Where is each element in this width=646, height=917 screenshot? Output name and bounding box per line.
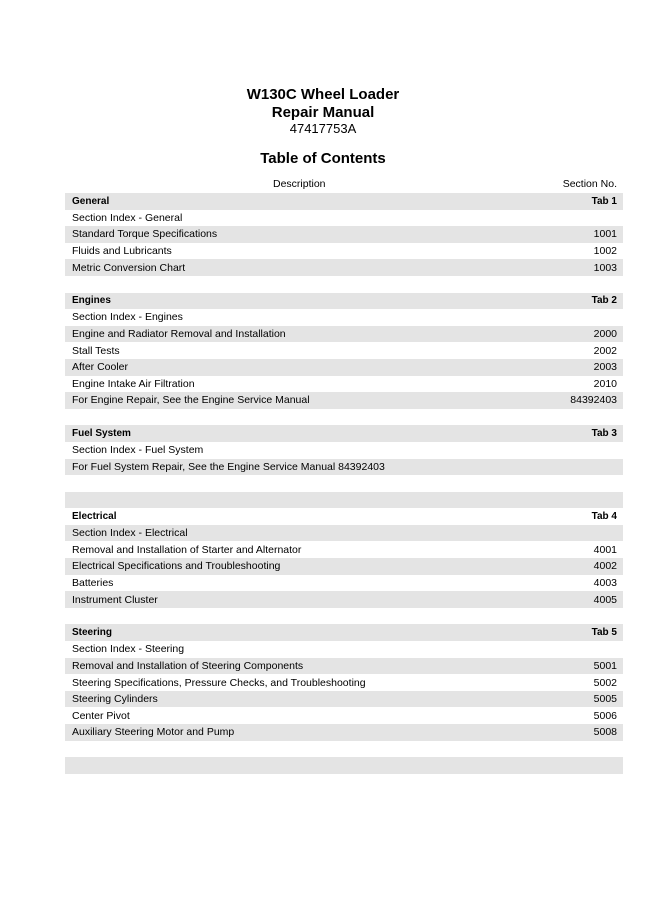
toc-description: Section Index - General <box>72 211 183 224</box>
toc-description: Electrical Specifications and Troubleshooting <box>72 560 281 573</box>
toc-title: Table of Contents <box>260 150 386 167</box>
toc-row <box>65 309 623 326</box>
toc-row <box>65 674 623 691</box>
toc-description: Fuel System <box>72 428 131 440</box>
toc-section-number: Tab 4 <box>591 511 617 523</box>
toc-description: Section Index - Electrical <box>72 527 188 540</box>
toc-row <box>65 210 623 227</box>
toc-description: Instrument Cluster <box>72 593 158 606</box>
toc-table <box>65 193 623 774</box>
toc-description: Removal and Installation of Steering Components <box>72 659 304 672</box>
toc-description: Engines <box>72 295 111 307</box>
toc-column-headers <box>65 178 623 192</box>
toc-section-number: Tab 5 <box>591 627 617 639</box>
toc-row <box>65 459 623 476</box>
toc-description: Center Pivot <box>72 709 130 722</box>
toc-row <box>65 707 623 724</box>
toc-description: Section Index - Fuel System <box>72 444 204 457</box>
toc-spacer-row <box>65 608 623 625</box>
toc-section-number: 2002 <box>593 344 617 357</box>
toc-section-number: 4002 <box>593 560 617 573</box>
toc-section-number: 2003 <box>593 361 617 374</box>
document-subtitle: Repair Manual <box>271 104 375 121</box>
toc-section-number: 4005 <box>593 593 617 606</box>
toc-description: Removal and Installation of Starter and Alternator <box>72 543 302 556</box>
toc-row <box>65 641 623 658</box>
toc-description: Fluids and Lubricants <box>72 245 172 258</box>
toc-row <box>65 226 623 243</box>
toc-spacer-row <box>65 276 623 293</box>
toc-row <box>65 259 623 276</box>
toc-description: After Cooler <box>72 361 129 374</box>
toc-row <box>65 326 623 343</box>
toc-description: Section Index - Steering <box>72 643 185 656</box>
toc-section-number: 5008 <box>593 726 617 739</box>
toc-section-number: 2000 <box>593 328 617 341</box>
toc-description: For Engine Repair, See the Engine Service Manual <box>72 394 310 407</box>
toc-section-number: 84392403 <box>570 394 617 407</box>
toc-description: General <box>72 195 110 207</box>
description-column-header: Description <box>273 178 326 190</box>
part-number: 47417753A <box>289 121 357 136</box>
toc-description: Batteries <box>72 576 114 589</box>
toc-description: Steering Cylinders <box>72 693 158 706</box>
document-title: W130C Wheel Loader <box>246 86 400 103</box>
toc-section-number: 2010 <box>593 377 617 390</box>
toc-spacer-row <box>65 741 623 758</box>
toc-row <box>65 724 623 741</box>
document-header <box>0 86 646 168</box>
toc-description: Engine and Radiator Removal and Installation <box>72 328 286 341</box>
toc-section-number: 1001 <box>593 228 617 241</box>
toc-description: Section Index - Engines <box>72 311 183 324</box>
toc-description: Stall Tests <box>72 344 120 357</box>
toc-spacer-row <box>65 492 623 509</box>
toc-row <box>65 392 623 409</box>
toc-row <box>65 442 623 459</box>
section-column-header: Section No. <box>562 178 617 190</box>
toc-section-number: 5001 <box>593 659 617 672</box>
toc-section-number: 5005 <box>593 693 617 706</box>
toc-description: For Fuel System Repair, See the Engine Service Manual 84392403 <box>72 460 385 473</box>
toc-row <box>65 342 623 359</box>
toc-spacer-row <box>65 475 623 492</box>
toc-row <box>65 691 623 708</box>
toc-description: Metric Conversion Chart <box>72 261 186 274</box>
toc-section-header <box>65 624 623 641</box>
toc-section-number: 1002 <box>593 245 617 258</box>
toc-description: Steering <box>72 627 113 639</box>
toc-section-number: 1003 <box>593 261 617 274</box>
toc-row <box>65 243 623 260</box>
toc-row <box>65 359 623 376</box>
toc-description: Steering Specifications, Pressure Checks, and Troubleshooting <box>72 676 366 689</box>
toc-section-number: Tab 1 <box>591 195 617 207</box>
toc-spacer-row <box>65 757 623 774</box>
toc-section-header <box>65 425 623 442</box>
toc-description: Electrical <box>72 511 117 523</box>
toc-row <box>65 575 623 592</box>
toc-section-number: 4003 <box>593 576 617 589</box>
toc-section-number: 5002 <box>593 676 617 689</box>
toc-section-header <box>65 193 623 210</box>
toc-section-number: Tab 3 <box>591 428 617 440</box>
toc-description: Auxiliary Steering Motor and Pump <box>72 726 235 739</box>
toc-row <box>65 541 623 558</box>
toc-description: Standard Torque Specifications <box>72 228 218 241</box>
toc-section-header <box>65 508 623 525</box>
toc-section-number: 5006 <box>593 709 617 722</box>
toc-row <box>65 525 623 542</box>
toc-row <box>65 591 623 608</box>
toc-row <box>65 558 623 575</box>
toc-section-number: 4001 <box>593 543 617 556</box>
toc-row <box>65 376 623 393</box>
toc-section-header <box>65 293 623 310</box>
toc-spacer-row <box>65 409 623 426</box>
toc-description: Engine Intake Air Filtration <box>72 377 195 390</box>
toc-section-number: Tab 2 <box>591 295 617 307</box>
toc-row <box>65 658 623 675</box>
